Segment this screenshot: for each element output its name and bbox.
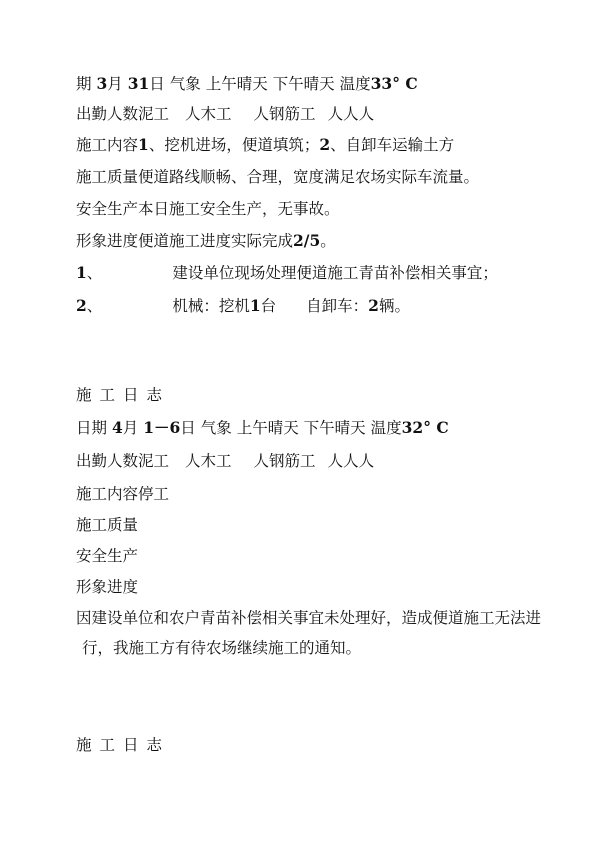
temperature-unit: ° C <box>423 418 449 437</box>
weather-am: 上午晴天 <box>205 75 268 93</box>
note-text: 建设单位现场处理便道施工青苗补偿相关事宜； <box>172 264 498 282</box>
date-prefix: 日期 <box>76 419 108 437</box>
weather-label: 气象 <box>200 419 232 437</box>
attendance-label: 出勤人数 <box>76 105 139 123</box>
entry2-remark-line-2: 行，我施工方有待农场继续施工的通知。 <box>82 639 362 657</box>
title-char: 日 <box>123 736 139 754</box>
note-separator: 、 <box>86 297 103 315</box>
entry2-date-line <box>76 418 449 438</box>
truck-unit: 辆。 <box>378 297 410 315</box>
date-day: 1－6 <box>143 418 181 437</box>
title-char: 志 <box>146 386 163 404</box>
temperature-label: 温度 <box>339 75 371 93</box>
attendance-item: 泥工 <box>138 105 170 123</box>
content-text: 、挖机进场，便道填筑； <box>148 136 320 154</box>
entry1-attendance-line <box>76 104 374 124</box>
content-label: 施工内容 <box>76 136 139 154</box>
entry2-progress-line: 形象进度 <box>76 578 139 596</box>
date-month: 4 <box>111 418 123 437</box>
date-month-unit: 月 <box>107 75 123 93</box>
date-day-unit: 日 <box>180 419 196 437</box>
entry1-safety-line: 安全生产本日施工安全生产，无事故。 <box>76 200 340 218</box>
temperature-unit: ° C <box>392 74 418 93</box>
excavator-unit: 台 <box>260 297 277 315</box>
entry1-quality-line: 施工质量便道路线顺畅、合理，宽度满足农场实际车流量。 <box>76 168 480 186</box>
weather-pm: 下午晴天 <box>272 75 335 93</box>
entry1-note-2 <box>76 296 410 316</box>
date-day-unit: 日 <box>149 75 165 93</box>
weather-pm: 下午晴天 <box>303 419 366 437</box>
weather-am: 上午晴天 <box>236 419 299 437</box>
date-month-unit: 月 <box>122 419 139 437</box>
attendance-item: 人钢筋工 <box>253 452 316 470</box>
entry3-title <box>76 735 170 755</box>
date-month: 3 <box>96 74 108 93</box>
entry1-progress-line <box>76 231 336 251</box>
attendance-label: 出勤人数 <box>76 452 139 470</box>
note-number: 1 <box>76 263 87 282</box>
note-number: 2 <box>76 296 87 315</box>
title-char: 施 <box>76 386 92 404</box>
title-char: 施 <box>76 736 92 754</box>
entry2-title <box>76 385 170 405</box>
attendance-item: 泥工 <box>138 452 170 470</box>
entry1-content-line <box>76 135 454 155</box>
entry2-remark-line-1: 因建设单位和农户青苗补偿相关事宜未处理好，造成便道施工无法进 <box>76 609 542 627</box>
progress-text: 形象进度便道施工进度实际完成 <box>76 232 294 250</box>
entry1-date-line <box>76 74 418 94</box>
progress-value: 2/5 <box>293 231 321 250</box>
content-number: 1 <box>138 135 149 154</box>
weather-label: 气象 <box>169 75 201 93</box>
date-day: 31 <box>127 74 150 93</box>
entry2-content-line: 施工内容停工 <box>76 485 170 503</box>
content-text: 、自卸车运输土方 <box>330 136 455 154</box>
truck-label: 自卸车： <box>306 297 369 315</box>
entry2-attendance-line <box>76 451 374 471</box>
truck-count: 2 <box>368 296 379 315</box>
attendance-item: 人木工 <box>185 105 232 123</box>
attendance-item: 人人人 <box>327 452 375 470</box>
note-separator: 、 <box>86 264 103 282</box>
attendance-item: 人木工 <box>185 452 232 470</box>
content-number: 2 <box>319 135 331 154</box>
progress-end: 。 <box>320 232 336 250</box>
attendance-item: 人人人 <box>327 105 375 123</box>
temperature-value: 33 <box>370 74 393 93</box>
entry1-note-1 <box>76 263 498 283</box>
temperature-label: 温度 <box>370 419 402 437</box>
entry2-safety-line: 安全生产 <box>76 547 139 565</box>
entry2-quality-line: 施工质量 <box>76 516 139 534</box>
excavator-count: 1 <box>249 296 261 315</box>
title-char: 日 <box>123 386 139 404</box>
machine-label: 机械：挖机 <box>172 297 250 315</box>
date-prefix: 期 <box>76 75 92 93</box>
title-char: 工 <box>99 736 116 754</box>
title-char: 工 <box>99 386 116 404</box>
temperature-value: 32 <box>401 418 424 437</box>
attendance-item: 人钢筋工 <box>253 105 316 123</box>
title-char: 志 <box>146 736 163 754</box>
